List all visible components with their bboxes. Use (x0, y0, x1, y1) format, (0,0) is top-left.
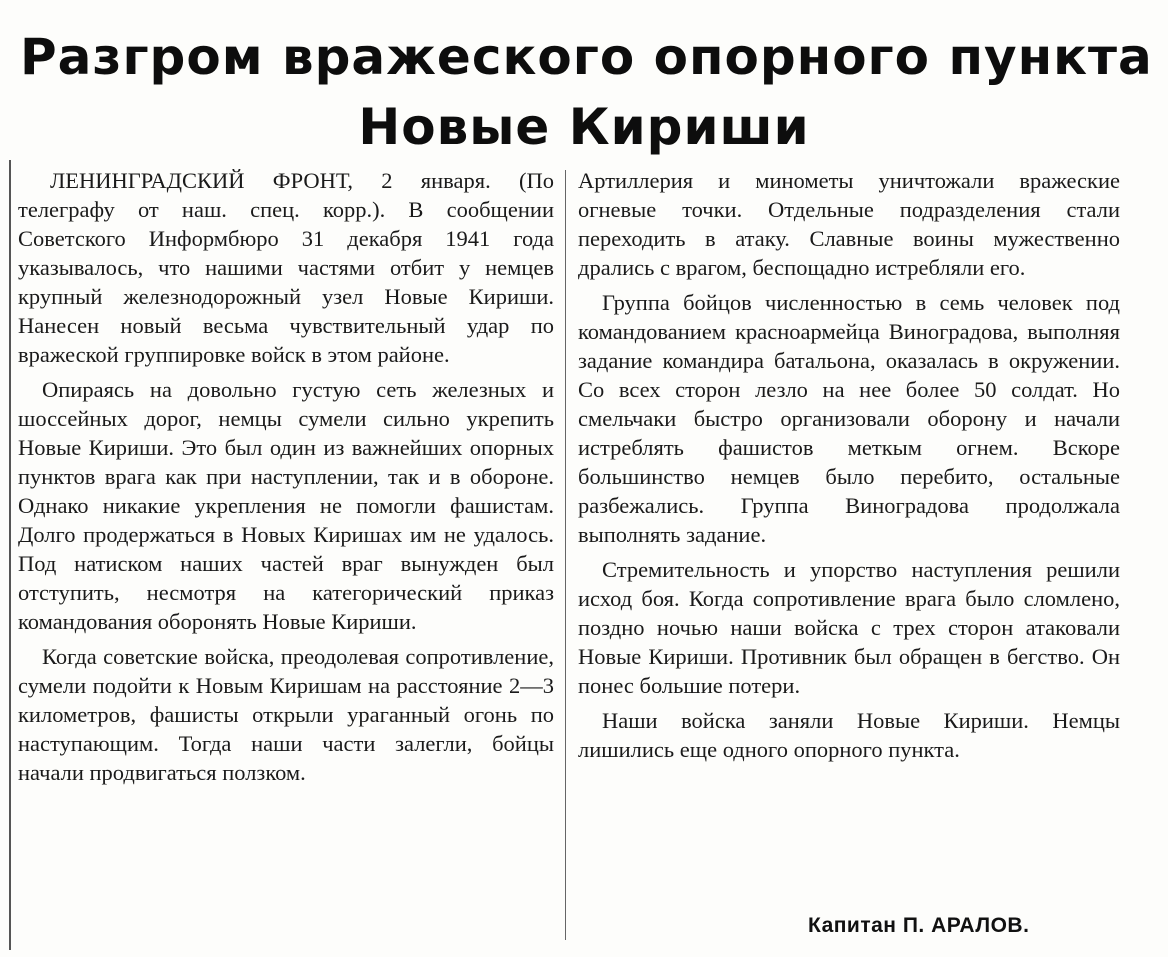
article-paragraph: Группа бойцов численностью в семь человек под командованием красноармейца Виноградова, выполняя задание командира батальона, оказалась в окружении. Со всех сторон лезло на нее более 50 солдат. Но смельчаки быстро организовали оборону и начали истреблять фашистов меткым огнем. Вскоре большинство немцев было перебито, остальные разбежались. Группа Виноградова продолжала выполнять задание. (578, 290, 1120, 547)
article-column-right (578, 166, 1120, 770)
author-signature: Капитан П. АРАЛОВ. (808, 914, 1030, 937)
article-paragraph: Опираясь на довольно густую сеть железных и шоссейных дорог, немцы сумели сильно укрепить Новые Кириши. Это был один из важнейших опорных пунктов врага как при наступлении, так и в обороне. Однако никакие укрепления не помогли фашистам. Долго продержаться в Новых Киришах им не удалось. Под натиском наших частей враг вынужден был отступить, несмотря на категорический приказ командования оборонять Новые Кириши. (18, 377, 554, 634)
headline-line-2: Новые Кириши (358, 98, 810, 156)
article-paragraph: Стремительность и упорство наступления решили исход боя. Когда сопротивление врага было сломлено, поздно ночью наши войска с трех сторон атаковали Новые Кириши. Противник был обращен в бегство. Он понес большие потери. (578, 557, 1120, 698)
article-paragraph: Артиллерия и минометы уничтожали вражеские огневые точки. Отдельные подразделения стали переходить в атаку. Славные воины мужественно дрались с врагом, беспощадно истребляли его. (578, 168, 1120, 280)
headline-line-1: Разгром вражеского опорного пункта (20, 28, 1153, 86)
page-edge-line (9, 160, 11, 950)
article-paragraph: ЛЕНИНГРАДСКИЙ ФРОНТ, 2 января. (По телеграфу от наш. спец. корр.). В сообщении Советского Информбюро 31 декабря 1941 года указывалось, что нашими частями отбит у немцев крупный железнодорожный узел Новые Кириши. Нанесен новый весьма чувствительный удар по вражеской группировке войск в этом районе. (18, 168, 554, 367)
article-paragraph: Наши войска заняли Новые Кириши. Немцы лишились еще одного опорного пункта. (578, 708, 1120, 762)
headline (20, 22, 1153, 162)
article-column-left (18, 166, 554, 793)
column-divider (565, 170, 566, 940)
article-paragraph: Когда советские войска, преодолевая сопротивление, сумели подойти к Новым Киришам на расстояние 2—3 километров, фашисты открыли ураганный огонь по наступающим. Тогда наши части залегли, бойцы начали продвигаться ползком. (18, 644, 554, 785)
